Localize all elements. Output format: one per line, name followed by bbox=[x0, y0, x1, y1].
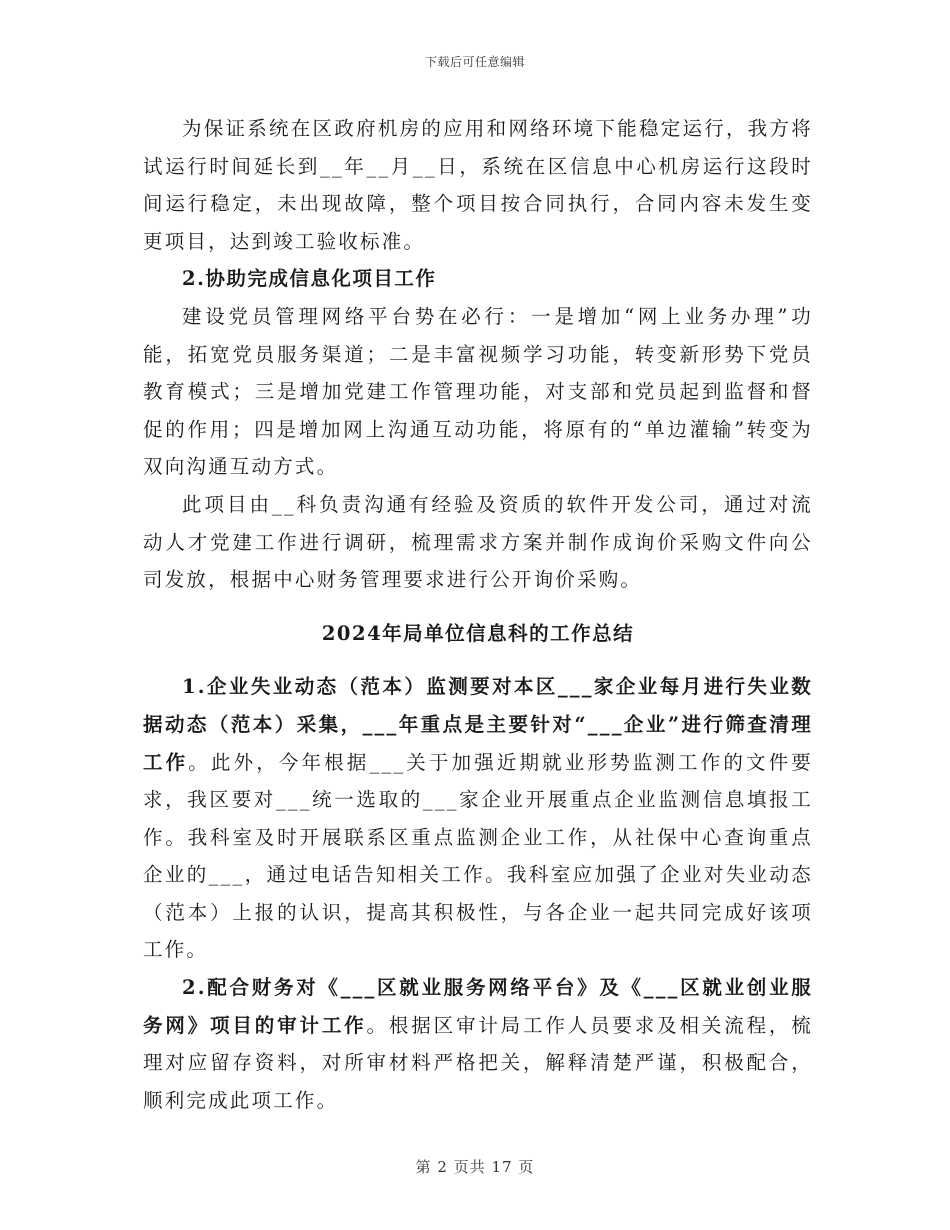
page-number: 第 2 页共 17 页 bbox=[415, 1158, 535, 1176]
section-title: 2024年局单位信息科的工作总结 bbox=[321, 621, 635, 645]
paragraph-body-text: 。根据区审计局工作人员要求及相关流程，梳理对应留存资料，对所审材料严格把关，解释清楚严谨，积极配合，顺利完成此项工作。 bbox=[143, 1013, 813, 1112]
paragraph-unemployment-monitoring bbox=[143, 668, 813, 969]
paragraph-lead-bold: 1.企业失业动态（范本）监测要对本区___家企业每月进行失业数据动态（范本）采集，___年重点是主要针对“___企业”进行筛查清理工作 bbox=[143, 675, 813, 774]
paragraph-lead-bold: 2.配合财务对《___区就业服务网络平台》及《___区就业创业服务网》项目的审计工作 bbox=[143, 976, 813, 1037]
paragraph-trial-operation: 为保证系统在区政府机房的应用和网络环境下能稳定运行，我方将试运行时间延长到__年__月__日，系统在区信息中心机房运行这段时间运行稳定，未出现故障，整个项目按合同执行，合同内容未发生变更项目，达到竣工验收标准。 bbox=[143, 117, 813, 253]
header-note: 下载后可任意编辑 bbox=[424, 55, 525, 69]
paragraph-party-platform: 建设党员管理网络平台势在必行：一是增加“网上业务办理”功能，拓宽党员服务渠道；二是丰富视频学习功能，转变新形势下党员教育模式；三是增加党建工作管理功能，对支部和党员起到监督和督促的作用；四是增加网上沟通互动功能，将原有的“单边灌输”转变为双向沟通互动方式。 bbox=[143, 304, 813, 479]
paragraph-audit-work bbox=[143, 969, 813, 1119]
document-body bbox=[143, 110, 813, 1119]
sub-heading-informatization: 2.协助完成信息化项目工作 bbox=[182, 267, 437, 291]
paragraph-procurement: 此项目由__科负责沟通有经验及资质的软件开发公司，通过对流动人才党建工作进行调研，梳理需求方案并制作成询价采购文件向公司发放，根据中心财务管理要求进行公开询价采购。 bbox=[143, 492, 813, 592]
paragraph-body-text: 。此外，今年根据___关于加强近期就业形势监测工作的文件要求，我区要对___统一选取的___家企业开展重点企业监测信息填报工作。我科室及时开展联系区重点监测企业工作，从社保中心查询重点企业的___，通过电话告知相关工作。我科室应加强了企业对失业动态（范本）上报的认识，提高其积极性，与各企业一起共同完成好该项工作。 bbox=[143, 750, 813, 962]
